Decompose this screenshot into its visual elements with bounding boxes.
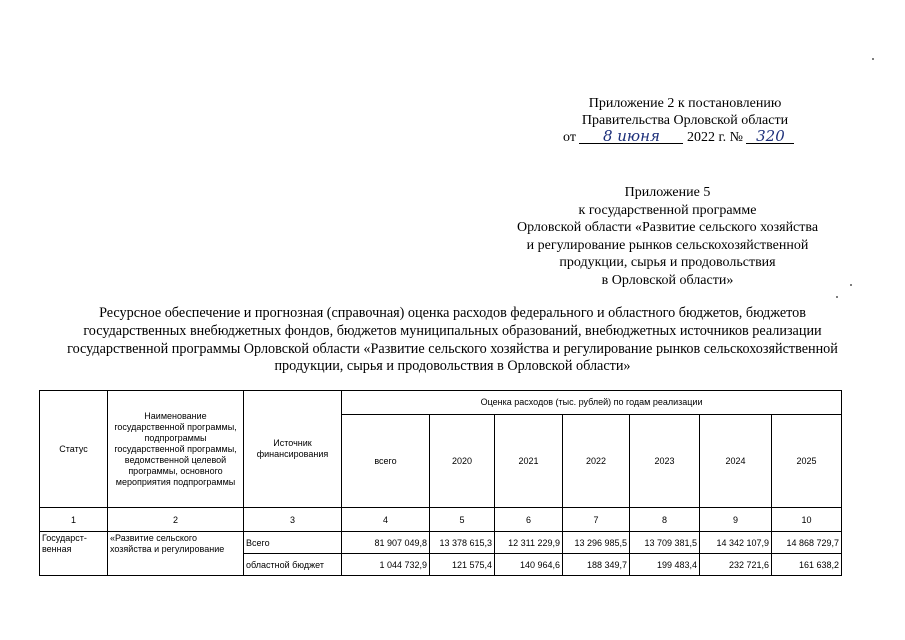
index-cell: 8: [630, 508, 700, 532]
header-year: 2022: [563, 415, 630, 508]
index-cell: 7: [563, 508, 630, 532]
appendix-2-line1: Приложение 2 к постановлению: [588, 96, 782, 111]
title-line: продукции, сырья и продовольствия в Орловской области»: [274, 358, 631, 375]
appendix-5-line: Приложение 5: [624, 185, 711, 200]
title-line: государственных внебюджетных фондов, бюджетов муниципальных образований, внебюджетных источников реализации: [83, 322, 822, 339]
index-cell: 1: [40, 508, 108, 532]
header-status: Статус: [40, 391, 108, 508]
value-cell: 13 296 985,5: [563, 532, 630, 554]
index-cell: 6: [495, 508, 563, 532]
value-cell: 232 721,6: [700, 554, 772, 576]
handwritten-number: 320: [746, 129, 794, 144]
appendix-5-line: к государственной программе: [578, 202, 757, 218]
header-year-total: всего: [342, 415, 430, 508]
value-cell: 13 378 615,3: [430, 532, 495, 554]
index-row: [40, 508, 842, 532]
header-row: [40, 391, 842, 415]
header-year: 2021: [495, 415, 563, 508]
value-cell: 161 638,2: [772, 554, 842, 576]
appendix-5-block: [500, 184, 835, 289]
value-cell: 12 311 229,9: [495, 532, 563, 554]
index-cell: 3: [244, 508, 342, 532]
scan-speck: [836, 296, 838, 298]
year-text: 2022 г. №: [686, 130, 743, 145]
program-name-cell: «Развитие сельского хозяйства и регулирование: [108, 532, 244, 576]
appendix-2-block: [555, 95, 815, 146]
budget-table: [39, 390, 842, 576]
status-cell: Государст-венная: [40, 532, 108, 576]
header-year: 2023: [630, 415, 700, 508]
index-cell: 4: [342, 508, 430, 532]
header-year: 2025: [772, 415, 842, 508]
title-line: Ресурсное обеспечение и прогнозная (справочная) оценка расходов федерального и областного бюджетов, бюджетов: [99, 305, 806, 321]
value-cell: 13 709 381,5: [630, 532, 700, 554]
index-cell: 2: [108, 508, 244, 532]
scan-speck: [872, 58, 874, 60]
appendix-2-line2: Правительства Орловской области: [581, 113, 789, 128]
document-title: [30, 305, 875, 376]
index-cell: 5: [430, 508, 495, 532]
value-cell: 14 868 729,7: [772, 532, 842, 554]
source-cell: областной бюджет: [244, 554, 342, 576]
value-cell: 121 575,4: [430, 554, 495, 576]
index-cell: 9: [700, 508, 772, 532]
from-prefix: от: [563, 130, 576, 145]
value-cell: 81 907 049,8: [342, 532, 430, 554]
value-cell: 188 349,7: [563, 554, 630, 576]
value-cell: 199 483,4: [630, 554, 700, 576]
header-name: Наименование государственной программы, подпрограммы государственной программы, ведомственной целевой программы, основного мероприятия подпрограммы: [108, 391, 244, 508]
header-year: 2020: [430, 415, 495, 508]
appendix-5-line: Орловской области «Развитие сельского хозяйства: [516, 220, 819, 235]
appendix-5-line: в Орловской области»: [601, 272, 734, 288]
value-cell: 140 964,6: [495, 554, 563, 576]
header-year: 2024: [700, 415, 772, 508]
index-cell: 10: [772, 508, 842, 532]
value-cell: 1 044 732,9: [342, 554, 430, 576]
appendix-5-line: и регулирование рынков сельскохозяйственной: [526, 237, 809, 253]
header-source: Источник финансирования: [244, 391, 342, 508]
table-row: [40, 532, 842, 554]
value-cell: 14 342 107,9: [700, 532, 772, 554]
title-line: государственной программы Орловской области «Развитие сельского хозяйства и регулирование рынков сельскохозяйственной: [67, 340, 838, 357]
source-cell: Всего: [244, 532, 342, 554]
scan-speck: [850, 284, 852, 286]
handwritten-date: 8 июня: [579, 129, 683, 144]
appendix-2-date-line: [555, 129, 815, 146]
header-estimate: Оценка расходов (тыс. рублей) по годам реализации: [342, 391, 842, 415]
appendix-5-line: продукции, сырья и продовольствия: [559, 255, 776, 270]
